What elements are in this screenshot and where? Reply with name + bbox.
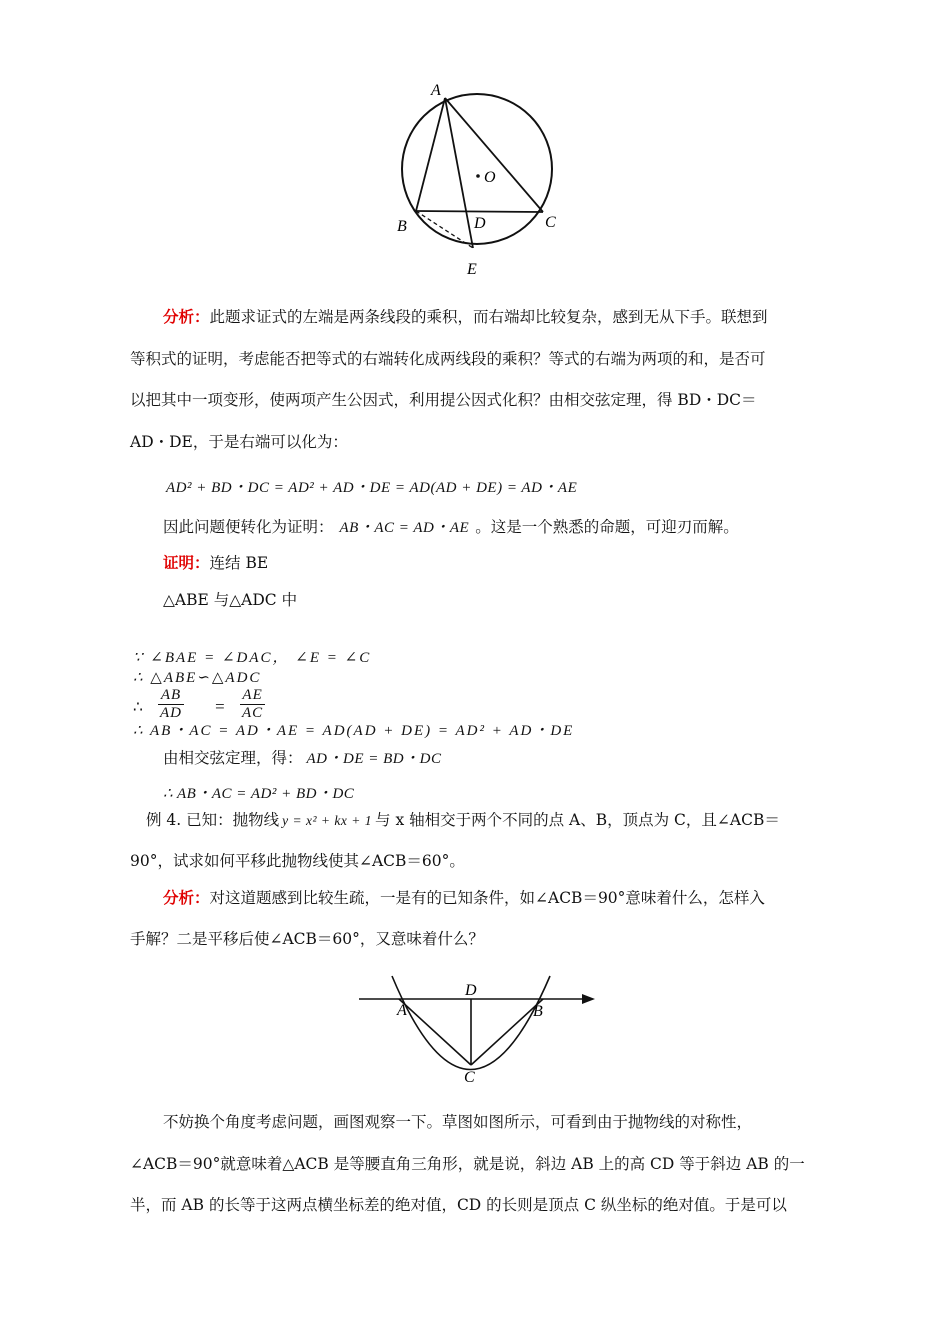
analysis-2-line-1: 分析：对这道题感到比较生疏，一是有的已知条件，如∠ACB＝90°意味着什么，怎样入 (163, 888, 765, 907)
reduction-line: 因此问题便转化为证明： AB・AC = AD・AE 。这是一个熟悉的命题，可迎刃而解。 (163, 518, 739, 536)
segment-bc (416, 211, 543, 212)
label-e: E (467, 261, 477, 278)
proof-label: 证明： (163, 553, 210, 572)
proof-step-4: ∴ AB・AC = AD・AE = AD(AD + DE) = AD² + AD・DE (133, 723, 575, 739)
fraction-equals: = (214, 697, 226, 716)
label-a: A (431, 82, 441, 99)
parabola-figure (355, 973, 600, 1085)
circle-figure (385, 78, 575, 283)
label-c: C (464, 1069, 475, 1085)
label-a: A (397, 1002, 407, 1019)
proof-step-3-symbol: ∴ (133, 698, 143, 716)
label-d: D (474, 215, 486, 232)
proof-step-6: ∴ AB・AC = AD² + BD・DC (163, 786, 355, 802)
fraction-ae-ac: $\frac{AE}{AC}$ (242, 687, 264, 721)
label-b: B (533, 1003, 543, 1020)
analysis-2-label: 分析： (163, 888, 210, 907)
example-4-line-2: 90°，试求如何平移此抛物线使其∠ACB＝60°。 (130, 852, 465, 870)
proof-step-2: ∴ △ABE∽△ADC (133, 670, 262, 686)
x-axis-arrow (582, 994, 595, 1004)
triangle-line: △ABE 与△ADC 中 (163, 591, 298, 609)
analysis-2-line-2: 手解？二是平移后使∠ACB＝60°，又意味着什么？ (130, 930, 484, 948)
equation-1: AD² + BD・DC = AD² + AD・DE = AD(AD + DE) = AD・AE (166, 480, 578, 496)
proof-step-5: 由相交弦定理，得： AD・DE = BD・DC (163, 749, 442, 767)
paragraph-4-line-3: 半，而 AB 的长等于这两点横坐标差的绝对值，CD 的长则是顶点 C 纵坐标的绝对值。于是可以 (130, 1196, 787, 1214)
paragraph-4-line-2: ∠ACB＝90°就意味着△ACB 是等腰直角三角形，就是说，斜边 AB 上的高 CD 等于斜边 AB 的一 (130, 1155, 805, 1173)
proof-label-line: 证明：连结 BE (163, 553, 269, 572)
label-c: C (545, 214, 556, 231)
label-b: B (397, 218, 407, 235)
segment-ac (399, 999, 471, 1065)
proof-step-1: ∵ ∠BAE = ∠DAC， ∠E = ∠C (133, 650, 372, 666)
analysis-line-3: 以把其中一项变形，使两项产生公因式，利用提公因式化积？由相交弦定理，得 BD・DC＝ (130, 391, 757, 409)
analysis-label: 分析： (163, 307, 210, 326)
label-d: D (465, 982, 477, 999)
analysis-line-4: AD・DE，于是右端可以化为： (130, 433, 348, 451)
fraction-ab-ad: $\frac{AB}{AD}$ (160, 687, 182, 721)
segment-ae (445, 98, 473, 248)
paragraph-4-line-1: 不妨换个角度考虑问题，画图观察一下。草图如图所示，可看到由于抛物线的对称性， (163, 1113, 753, 1131)
center-point (476, 174, 480, 178)
example-4-line-1: 例 4. 已知：抛物线 y = x² + kx + 1 与 x 轴相交于两个不同的点 A、B，顶点为 C，且∠ACB＝ (146, 811, 780, 829)
label-o: O (484, 169, 496, 186)
segment-be-dashed (416, 211, 473, 248)
segment-ab (416, 98, 445, 211)
analysis-line-2: 等积式的证明，考虑能否把等式的右端转化成两线段的乘积？等式的右端为两项的和，是否可 (130, 350, 766, 368)
analysis-line-1: 分析：此题求证式的左端是两条线段的乘积，而右端却比较复杂，感到无从下手。联想到 (163, 307, 768, 326)
